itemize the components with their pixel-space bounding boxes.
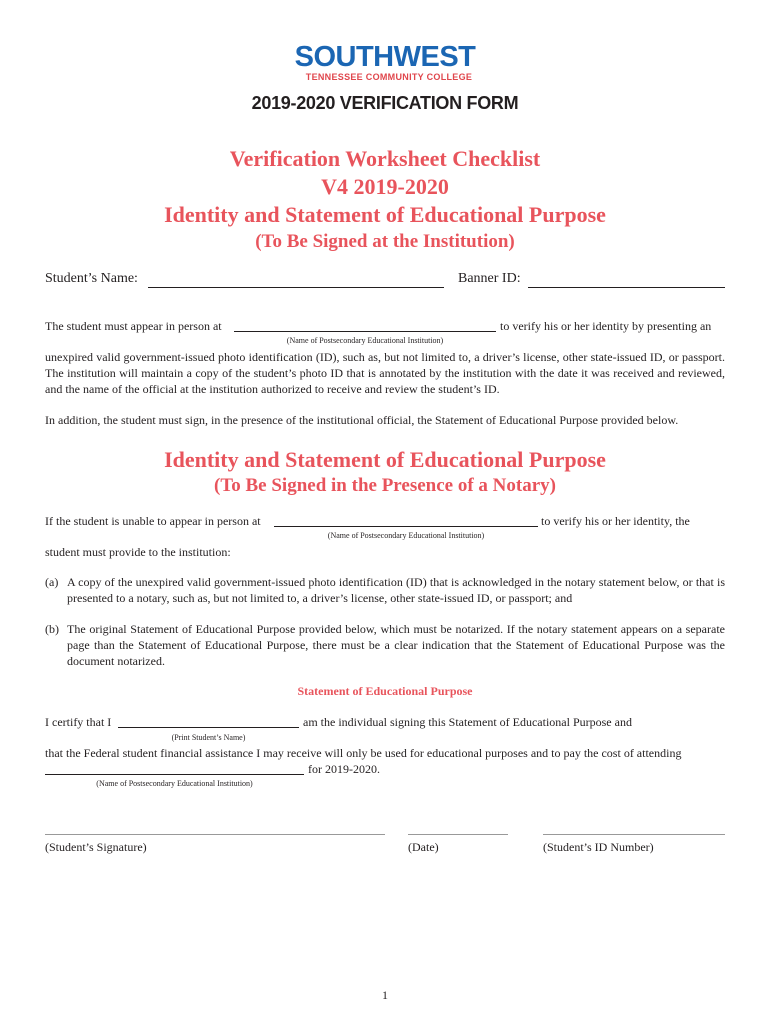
print-student-name-field[interactable] bbox=[118, 727, 299, 728]
date-field[interactable] bbox=[408, 834, 508, 835]
unable-to-appear-text: If the student is unable to appear in person at bbox=[45, 514, 261, 528]
student-signature-field[interactable] bbox=[45, 834, 385, 835]
student-id-label: (Student’s ID Number) bbox=[543, 840, 654, 854]
banner-id-field[interactable] bbox=[528, 287, 725, 288]
section1-subtitle: Identity and Statement of Educational Purpose bbox=[164, 202, 606, 227]
student-signature-label: (Student’s Signature) bbox=[45, 840, 147, 854]
item-b-text: The original Statement of Educational Purpose provided below, which must be notarized. If the notary statement appears on a separate page than the Statement of Educational Purpose, there must be a clear indication that the Statement of Educational Purpose was the document notarized. bbox=[67, 622, 725, 668]
provide-to-institution-text: student must provide to the institution: bbox=[45, 545, 231, 559]
banner-id-label: Banner ID: bbox=[458, 271, 521, 286]
item-a-text: A copy of the unexpired valid government-issued photo identification (ID) that is acknowledged in the notary statement below, or that is presented to a notary, such as, but not limited to, a driver’s license, other state-issued ID, or passport; and bbox=[67, 575, 725, 605]
student-id-field[interactable] bbox=[543, 834, 725, 835]
college-logo-subtitle: TENNESSEE COMMUNITY COLLEGE bbox=[305, 72, 473, 82]
institution-caption: (Name of Postsecondary Educational Institution) bbox=[286, 336, 444, 345]
statement-institution-caption: (Name of Postsecondary Educational Institution) bbox=[96, 779, 253, 788]
institution-name-field[interactable] bbox=[234, 331, 496, 332]
sign-in-presence-paragraph: In addition, the student must sign, in the presence of the institutional official, the Statement of Educational Purpose provided below. bbox=[45, 413, 679, 427]
certify-text: I certify that I bbox=[45, 715, 112, 729]
notary-institution-caption: (Name of Postsecondary Educational Institution) bbox=[327, 531, 485, 540]
section1-version: V4 2019-2020 bbox=[321, 174, 449, 199]
id-requirements-paragraph: unexpired valid government-issued photo identification (ID), such as, but not limited to, a driver’s license, other state-issued ID, or passport. The institution will maintain a copy of the student’s photo ID that is annotated by the institution with the date it was received and reviewed, and the name of the official at the institution authorized to receive and review the student’s ID. bbox=[45, 350, 725, 396]
section1-title: Verification Worksheet Checklist bbox=[229, 146, 541, 171]
item-b-label: (b) bbox=[45, 622, 59, 636]
student-name-field[interactable] bbox=[148, 287, 444, 288]
notary-institution-field[interactable] bbox=[274, 526, 538, 527]
item-a-label: (a) bbox=[45, 575, 59, 589]
verify-identity-text: to verify his or her identity by presenting an bbox=[500, 319, 712, 333]
student-name-label: Student’s Name: bbox=[45, 271, 138, 286]
appear-in-person-text: The student must appear in person at bbox=[45, 319, 222, 333]
page-number: 1 bbox=[382, 988, 388, 1002]
date-label: (Date) bbox=[408, 840, 439, 854]
for-year-text: for 2019-2020. bbox=[308, 762, 380, 776]
verify-identity-text-2: to verify his or her identity, the bbox=[541, 514, 690, 528]
section2-title: Identity and Statement of Educational Purpose bbox=[164, 447, 606, 472]
section2-instruction: (To Be Signed in the Presence of a Notary) bbox=[214, 475, 556, 496]
college-logo-name: SOUTHWEST bbox=[294, 41, 476, 73]
print-name-caption: (Print Student’s Name) bbox=[171, 733, 246, 742]
federal-assistance-text: that the Federal student financial assistance I may receive will only be used for educational purposes and to pay the cost of attending bbox=[45, 746, 682, 760]
section1-instruction: (To Be Signed at the Institution) bbox=[255, 231, 515, 252]
form-title: 2019-2020 VERIFICATION FORM bbox=[251, 93, 519, 113]
statement-institution-field[interactable] bbox=[45, 774, 304, 775]
statement-title: Statement of Educational Purpose bbox=[297, 684, 473, 698]
certify-suffix-text: am the individual signing this Statement of Educational Purpose and bbox=[303, 715, 632, 729]
